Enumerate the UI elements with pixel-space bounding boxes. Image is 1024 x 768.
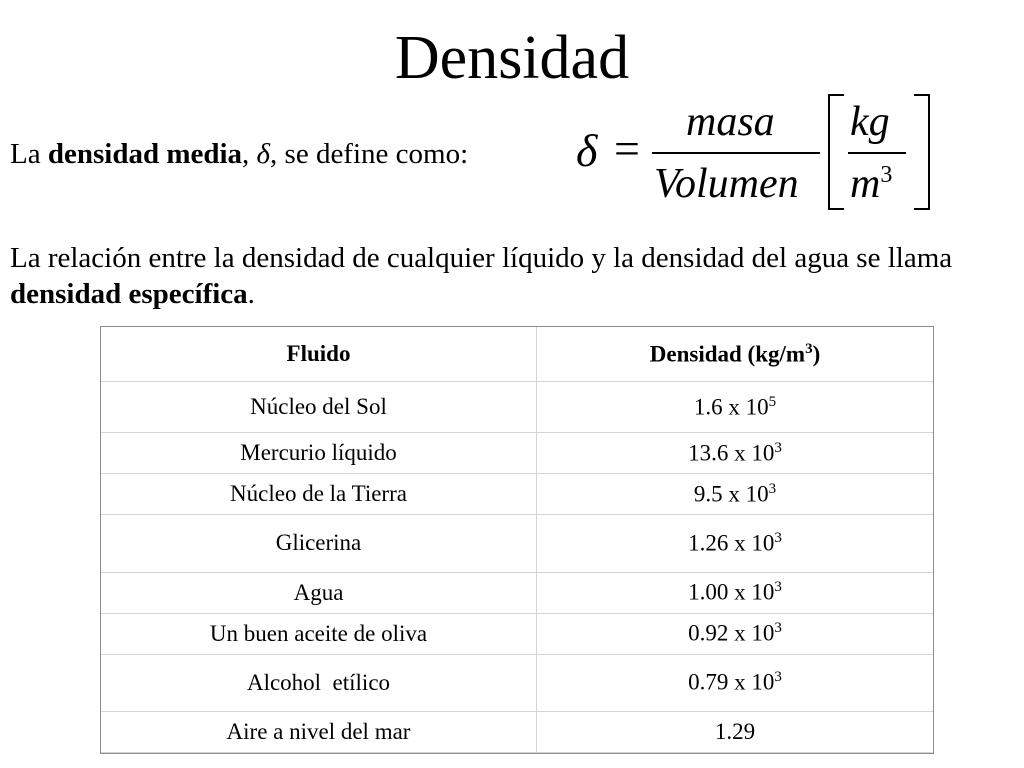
fluid-name: Núcleo del Sol — [101, 382, 537, 433]
formula-denominator: Volumen — [654, 161, 799, 207]
density-value — [537, 711, 934, 752]
table-row — [101, 382, 933, 433]
density-exponent: 3 — [774, 669, 782, 686]
formula-equals: = — [614, 123, 640, 174]
definition-text — [10, 136, 468, 172]
density-value — [537, 654, 934, 711]
fluid-name: Agua — [101, 572, 537, 613]
density-mantissa: 0.92 x 10 — [688, 620, 775, 646]
density-exponent: 3 — [774, 530, 782, 547]
definition-prefix: La — [10, 138, 48, 170]
density-exponent: 5 — [768, 393, 777, 410]
definition-suffix: , se define como: — [270, 138, 469, 170]
density-mantissa: 1.26 x 10 — [688, 530, 775, 556]
paragraph-text: La relación entre la densidad de cualquier líquido y la densidad del agua se llama — [10, 242, 953, 274]
density-mantissa: 1.00 x 10 — [688, 579, 775, 605]
density-mantissa: 9.5 x 10 — [693, 481, 769, 507]
density-mantissa: 13.6 x 10 — [688, 440, 775, 466]
table-row — [101, 654, 933, 711]
fluid-name: Mercurio líquido — [101, 433, 537, 474]
header-density-exp: 3 — [805, 340, 813, 357]
header-density-text: Densidad (kg/m — [649, 341, 806, 367]
table-row — [101, 474, 933, 515]
formula-unit-line — [848, 152, 906, 154]
formula-delta: δ — [576, 125, 598, 176]
header-fluid: Fluido — [101, 327, 537, 382]
fluid-name: Glicerina — [101, 515, 537, 572]
definition-separator: , — [242, 138, 257, 170]
formula-unit-denominator — [850, 160, 892, 208]
fluid-name: Aire a nivel del mar — [101, 711, 537, 752]
table-row — [101, 515, 933, 572]
fluid-name: Un buen aceite de oliva — [101, 613, 537, 654]
definition-symbol: δ — [256, 138, 271, 170]
density-formula — [576, 88, 936, 216]
formula-numerator: masa — [686, 99, 775, 145]
density-mantissa: 0.79 x 10 — [688, 670, 775, 696]
formula-right-bracket — [914, 94, 930, 210]
table-row — [101, 572, 933, 613]
density-value — [537, 474, 934, 515]
header-density-close: ) — [812, 341, 821, 367]
density-value — [537, 613, 934, 654]
density-exponent: 3 — [774, 579, 782, 596]
density-value — [537, 515, 934, 572]
table-body — [101, 382, 933, 753]
density-exponent: 3 — [774, 620, 782, 637]
density-mantissa: 1.6 x 10 — [693, 394, 769, 420]
density-exponent: 3 — [768, 480, 777, 497]
fluid-name: Núcleo de la Tierra — [101, 474, 537, 515]
density-table — [100, 326, 934, 754]
fluid-name: Alcohol etílico — [101, 654, 537, 711]
table-row — [101, 711, 933, 752]
paragraph-term: densidad específica — [10, 278, 248, 310]
density-value — [537, 572, 934, 613]
density-mantissa: 1.29 — [714, 718, 756, 744]
formula-unit-numerator: kg — [850, 99, 890, 145]
paragraph-end: . — [247, 278, 255, 310]
page-title: Densidad — [394, 24, 630, 92]
density-value — [537, 382, 934, 433]
formula-left-bracket — [828, 94, 844, 210]
header-density — [537, 327, 934, 382]
formula-fraction-line — [652, 152, 820, 154]
density-exponent: 3 — [774, 439, 782, 456]
definition-term: densidad media — [47, 138, 243, 170]
unit-exponent: 3 — [880, 162, 893, 188]
table-row — [101, 613, 933, 654]
table-row — [101, 433, 933, 474]
density-value — [537, 433, 934, 474]
specific-density-paragraph — [10, 240, 1010, 312]
unit-m: m — [850, 161, 881, 207]
